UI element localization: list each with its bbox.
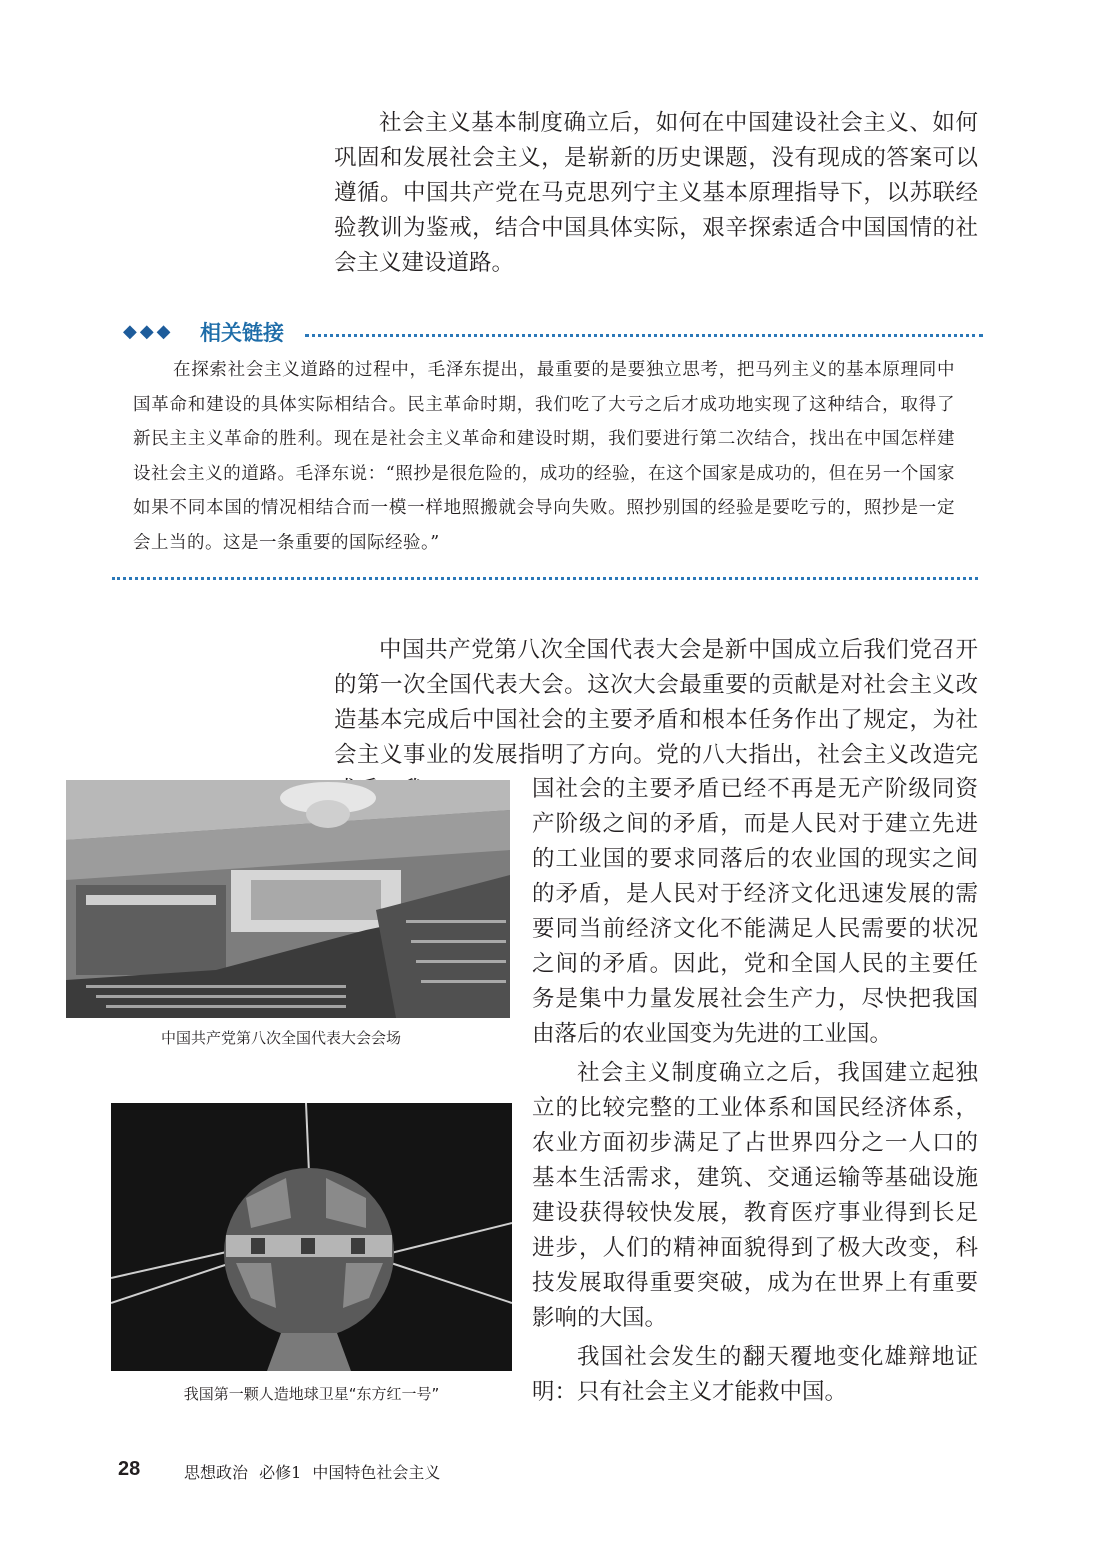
paragraph-eighth-congress: 中国共产党第八次全国代表大会是新中国成立后我们党召开的第一次全国代表大会。这次大会最重要的贡献是对社会主义改造基本完成后中国社会的主要矛盾和根本任务作出了规定，为社会主义事业的发展指明了方向。党的八大指出，社会主义改造完 <box>334 637 978 768</box>
congress-hall-caption: 中国共产党第八次全国代表大会会场 <box>160 1029 401 1047</box>
paragraph-main-contradiction: 国社会的主要矛盾已经不再是无产阶级同资产阶级之间的矛盾，而是人民对于建立先进的工业国的要求同落后的农业国的现实之间的矛盾，是人民对于经济文化迅速发展的需要同当前经济文化不能满足人民需要的状况之间的矛盾。因此，党和全国人民的主要任务是集中力量发展社会生产力，尽快把我国由落后的农业国变为先进的工业国。 <box>532 776 978 1047</box>
related-link-header <box>123 317 983 349</box>
dotted-divider-bottom <box>112 577 978 580</box>
congress-hall-photo <box>66 780 510 1018</box>
related-link-title: 相关链接 <box>200 321 284 345</box>
satellite-photo <box>111 1103 512 1371</box>
running-footer: 思想政治 必修1 中国特色社会主义 <box>184 1463 441 1482</box>
satellite-caption: 我国第一颗人造地球卫星“东方红一号” <box>183 1385 440 1403</box>
paragraph-intro: 社会主义基本制度确立后，如何在中国建设社会主义、如何巩固和发展社会主义，是崭新的历史课题，没有现成的答案可以遵循。中国共产党在马克思列宁主义基本原理指导下，以苏联经验教训为鉴戒，结合中国具体实际，艰辛探索适合中国国情的社会主义建设道路。 <box>334 110 978 276</box>
diamond-icon: ◆◆◆ <box>123 321 174 342</box>
paragraph-achievements: 社会主义制度确立之后，我国建立起独立的比较完整的工业体系和国民经济体系，农业方面初步满足了占世界四分之一人口的基本生活需求，建筑、交通运输等基础设施建设获得较快发展，教育医疗事业得到长足进步，人们的精神面貌得到了极大改变，科技发展取得重要突破，成为在世界上有重要影响的大国。 <box>532 1060 978 1331</box>
paragraph-conclusion: 我国社会发生的翻天覆地变化雄辩地证明：只有社会主义才能救中国。 <box>532 1344 978 1405</box>
page-number: 28 <box>118 1458 141 1480</box>
satellite-illustration <box>111 1103 512 1371</box>
related-link-body: 在探索社会主义道路的过程中，毛泽东提出，最重要的是要独立思考，把马列主义的基本原理同中国革命和建设的具体实际相结合。民主革命时期，我们吃了大亏之后才成功地实现了这种结合，取得了新民主主义革命的胜利。现在是社会主义革命和建设时期，我们要进行第二次结合，找出在中国怎样建设社会主义的道路。毛泽东说：“照抄是很危险的，成功的经验，在这个国家是成功的，但在另一个国家如果不同本国的情况相结合而一模一样地照搬就会导向失败。照抄别国的经验是要吃亏的，照抄是一定会上当的。这是一条重要的国际经验。” <box>133 360 955 553</box>
congress-hall-illustration <box>66 780 510 1018</box>
dotted-divider-top <box>305 334 983 337</box>
